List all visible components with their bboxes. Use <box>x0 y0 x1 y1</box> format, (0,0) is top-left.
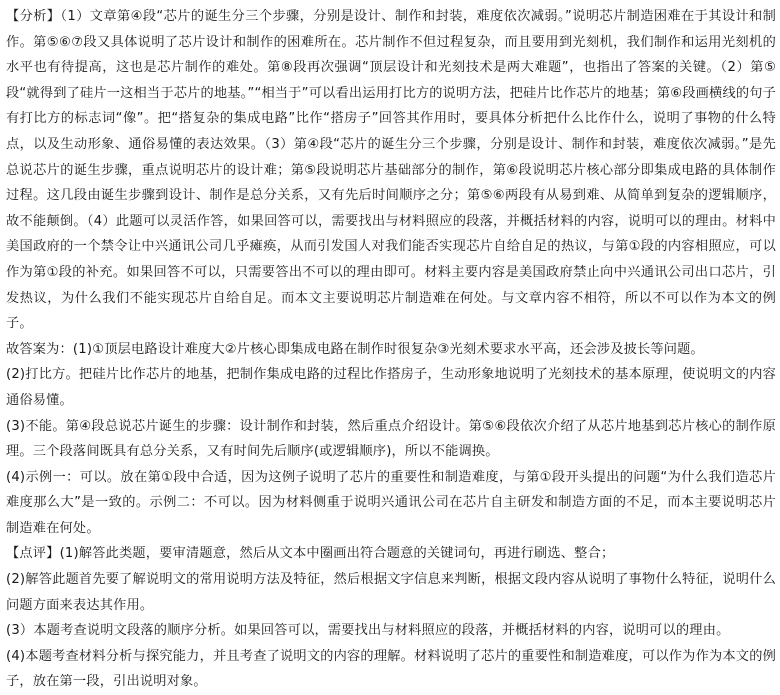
comment-paragraph-3: (3）本题考查说明文段落的顺序分析。如果回答可以，需要找出与材料照应的段落，并概括材料的内容，说明可以的理由。 <box>6 623 730 639</box>
answer-part-2: (2)打比方。把硅片比作芯片的地基，把制作集成电路的过程比作搭房子，生动形象地说明了光刻技术的基本原理，使说明文的内容通俗易懂。 <box>6 367 776 408</box>
analysis-tag: 【分析】 <box>6 9 61 24</box>
comment-paragraph-2: (2)解答此题首先要了解说明文的常用说明方法及特征，然后根据文字信息来判断，根据文段内容从说明了事物什么特征，说明什么问题方面来表达其作用。 <box>6 572 776 613</box>
answer-intro: 故答案为：(1)①顶层电路设计难度大②片核心即集成电路在制作时很复杂③光刻术要求水平高，还会涉及披长等问题。 <box>6 341 704 357</box>
comment-paragraph-4: (4)本题考查材料分析与探究能力，并且考查了说明文的内容的理解。材料说明了芯片的重要性和制造难度，可以作为作为本文的例子，放在第一段，引出说明对象。 <box>6 648 776 690</box>
analysis-paragraph <box>6 4 776 337</box>
answer-part-4: (4)示例一：可以。放在第①段中合适，因为这例子说明了芯片的重要性和制造难度，与第①段开头提出的问题“为什么我们造芯片难度那么大”是一致的。示例二：不可以。因为材料侧重于说明兴通讯公司在芯片自主研发和制造方面的不足，而本主要说明芯片制造难在何处。 <box>6 469 776 536</box>
answer-part-3: (3)不能。第④段总说芯片诞生的步骤：设计制作和封装，然后重点介绍设计。第⑤⑥段依次介绍了从芯片地基到芯片核心的制作原理。三个段落间既具有总分关系，又有时间先后顺序(或逻辑顺序)，所以不能调换。 <box>6 418 776 460</box>
analysis-text: （1）文章第④段“芯片的诞生分三个步骤，分别是设计、制作和封装，难度依次减弱。”说明芯片制造困难在于其设计和制作。第⑤⑥⑦段又具体说明了芯片设计和制作的困难所在。芯片制作不但过程复杂，而且要用到光刻机，我们制作和运用光刻机的水平也有待提高，这也是芯片制作的难处。第⑧段再次强调“顶层设计和光刻技术是两大难题”，也指出了答案的关键。（2）第⑤段“就得到了硅片一这相当于芯片的地基。”“相当于”可以看出运用打比方的说明方法，把硅片比作芯片的地基；第⑥段画横线的句子有打比方的标志词“像”。把“搭复杂的集成电路”比作“搭房子”回答其作用时，要具体分析把什么比作什么，说明了事物的什么特点，以及生动形象、通俗易懂的表达效果。（3）第④段“芯片的诞生分三个步骤，分别是设计、制作和封装，难度依次减弱。”是先总说芯片的诞生步骤，重点说明芯片的设计难；第⑤段说明芯片基础部分的制作，第⑥段说明芯片核心部分即集成电路的具体制作过程。这几段由诞生步骤到设计、制作是总分关系，又有先后时间顺序之分；第⑤⑥两段有从易到难、从简单到复杂的逻辑顺序，故不能颠倒。（4）此题可以灵活作答，如果回答可以，需要找出与材料照应的段落，并概括材料的内容，说明可以的理由。材料中美国政府的一个禁令让中兴通讯公司几乎瘫痪，从而引发国人对我们能否实现芯片自给自足的热议，与第①段的内容相照应，可以作为第①段的补充。如果回答不可以，只需要答出不可以的理由即可。材料主要内容是美国政府禁止向中兴通讯公司出口芯片，引发热议，为什么我们不能实现芯片自给自足。而本文主要说明芯片制造难在何处。与文章内容不相符，所以不可以作为本文的例子。 <box>6 9 777 332</box>
comment-tag: 【点评】 <box>6 546 60 562</box>
comment-paragraph-1 <box>6 541 776 567</box>
comment-text-1: (1)解答此类题，要审清题意，然后从文本中圈画出符合题意的关键词句，再进行刷选、整合； <box>59 546 615 562</box>
